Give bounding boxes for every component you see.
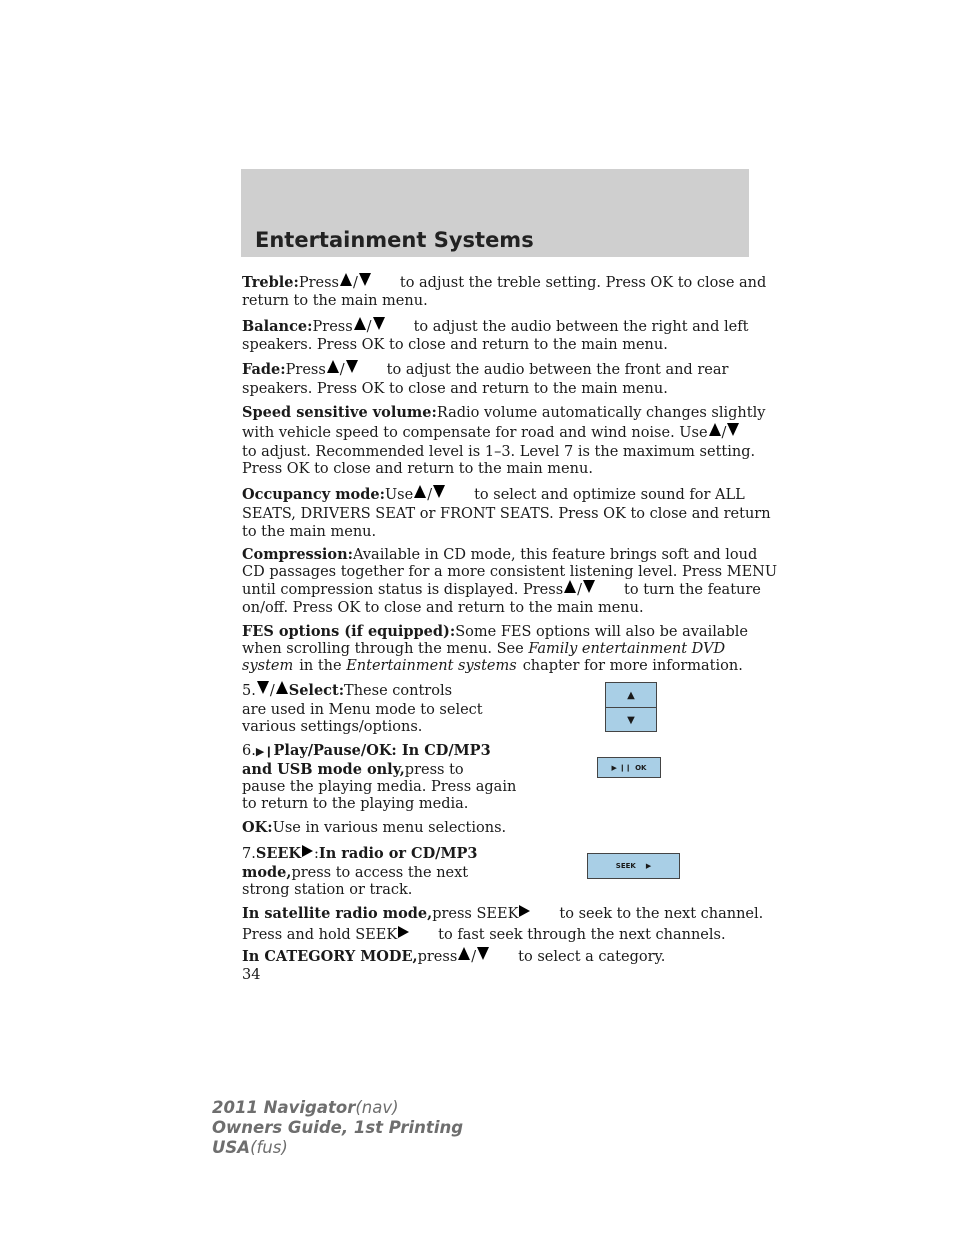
speed-line-1: Speed sensitive volume:Radio volume automatically changes slightly — [242, 404, 766, 421]
up-button-icon: ▲ — [606, 683, 656, 708]
treble-line-1: Treble:Press / to adjust the treble setting. Press OK to close and — [242, 274, 767, 291]
fes-line-3: system in the Entertainment systems chapter for more information. — [242, 658, 743, 674]
balance-line-1: Balance:Press / to adjust the audio between the right and left — [242, 318, 749, 335]
arrow-up-icon — [414, 485, 426, 498]
section-header — [241, 169, 749, 257]
arrow-up-icon — [458, 947, 470, 960]
arrow-down-icon — [583, 580, 595, 593]
balance-line-2: speakers. Press OK to close and return to the main menu. — [242, 337, 668, 353]
page-title: Entertainment Systems — [255, 228, 534, 252]
arrow-down-icon — [346, 360, 358, 373]
down-button-icon: ▼ — [627, 714, 635, 726]
arrow-right-icon — [398, 926, 409, 938]
arrow-up-icon — [340, 273, 352, 286]
play-pause-icon: ▶❙ — [255, 745, 274, 758]
arrow-down-icon — [477, 947, 489, 960]
ok-label: OK — [635, 763, 647, 772]
arrow-right-icon — [519, 905, 530, 917]
arrow-down-icon — [373, 317, 385, 330]
item6-line-2: and USB mode only,press to — [242, 761, 464, 778]
item6-line-4: to return to the playing media. — [242, 796, 469, 812]
arrow-down-icon — [257, 681, 269, 694]
satellite-line-1: In satellite radio mode,press SEEK to seek to the next channel. — [242, 905, 764, 922]
speed-line-3: to adjust. Recommended level is 1–3. Level 7 is the maximum setting. — [242, 444, 756, 460]
compression-line-2: CD passages together for a more consistent listening level. Press MENU — [242, 564, 778, 580]
item6-line-3: pause the playing media. Press again — [242, 779, 517, 795]
treble-line-2: return to the main menu. — [242, 293, 428, 309]
speed-line-2: with vehicle speed to compensate for road and wind noise. Use / — [242, 423, 740, 442]
seek-control-illustration — [587, 853, 680, 879]
item5-line-2: are used in Menu mode to select — [242, 702, 483, 718]
footer-line-2: Owners Guide, 1st Printing — [212, 1118, 464, 1137]
item7-line-3: strong station or track. — [242, 882, 413, 898]
arrow-up-icon — [327, 360, 339, 373]
arrow-up-icon — [709, 423, 721, 436]
up-down-control-illustration — [605, 682, 657, 732]
occupancy-line-1: Occupancy mode:Use / to select and optimize sound for ALL — [242, 486, 745, 503]
category-line: In CATEGORY MODE,press / to select a category. — [242, 948, 666, 965]
arrow-up-icon — [564, 580, 576, 593]
arrow-down-icon — [359, 273, 371, 286]
footer-line-1: 2011 Navigator(nav) — [212, 1098, 399, 1117]
fes-line-1: FES options (if equipped):Some FES options will also be available — [242, 623, 748, 640]
compression-line-4: on/off. Press OK to close and return to the main menu. — [242, 600, 644, 616]
arrow-right-icon — [302, 845, 313, 857]
item5-line-1: 5. / Select:These controls — [242, 682, 453, 699]
satellite-line-2: Press and hold SEEK to fast seek through the next channels. — [242, 927, 726, 943]
item7-line-2: mode,press to access the next — [242, 864, 469, 881]
occupancy-line-2: SEATS, DRIVERS SEAT or FRONT SEATS. Press OK to close and return — [242, 506, 771, 522]
play-pause-icon: ▶ ❙❙ — [611, 763, 632, 772]
play-pause-ok-control-illustration — [597, 757, 661, 778]
occupancy-line-3: to the main menu. — [242, 524, 377, 540]
fade-line-1: Fade:Press / to adjust the audio between the front and rear — [242, 361, 729, 378]
item5-line-3: various settings/options. — [242, 719, 423, 735]
arrow-down-icon — [433, 485, 445, 498]
arrow-down-icon — [727, 423, 739, 436]
arrow-up-icon — [354, 317, 366, 330]
speed-line-4: Press OK to close and return to the main menu. — [242, 461, 593, 477]
compression-line-3: until compression status is displayed. Press / to turn the feature — [242, 582, 761, 598]
footer-line-3: USA(fus) — [212, 1138, 288, 1157]
ok-line: OK:Use in various menu selections. — [242, 819, 507, 836]
compression-line-1: Compression:Available in CD mode, this feature brings soft and loud — [242, 546, 758, 563]
item6-line-1: 6.▶❙Play/Pause/OK: In CD/MP3 — [242, 742, 491, 759]
seek-label: SEEK — [615, 862, 636, 870]
item7-line-1: 7.SEEK :In radio or CD/MP3 — [242, 845, 478, 862]
fes-line-2: when scrolling through the menu. See Family entertainment DVD — [242, 641, 726, 657]
fade-line-2: speakers. Press OK to close and return to the main menu. — [242, 381, 668, 397]
seek-arrow-icon: ▶ — [645, 862, 652, 870]
page-number: 34 — [242, 967, 261, 983]
arrow-up-icon — [276, 681, 288, 694]
